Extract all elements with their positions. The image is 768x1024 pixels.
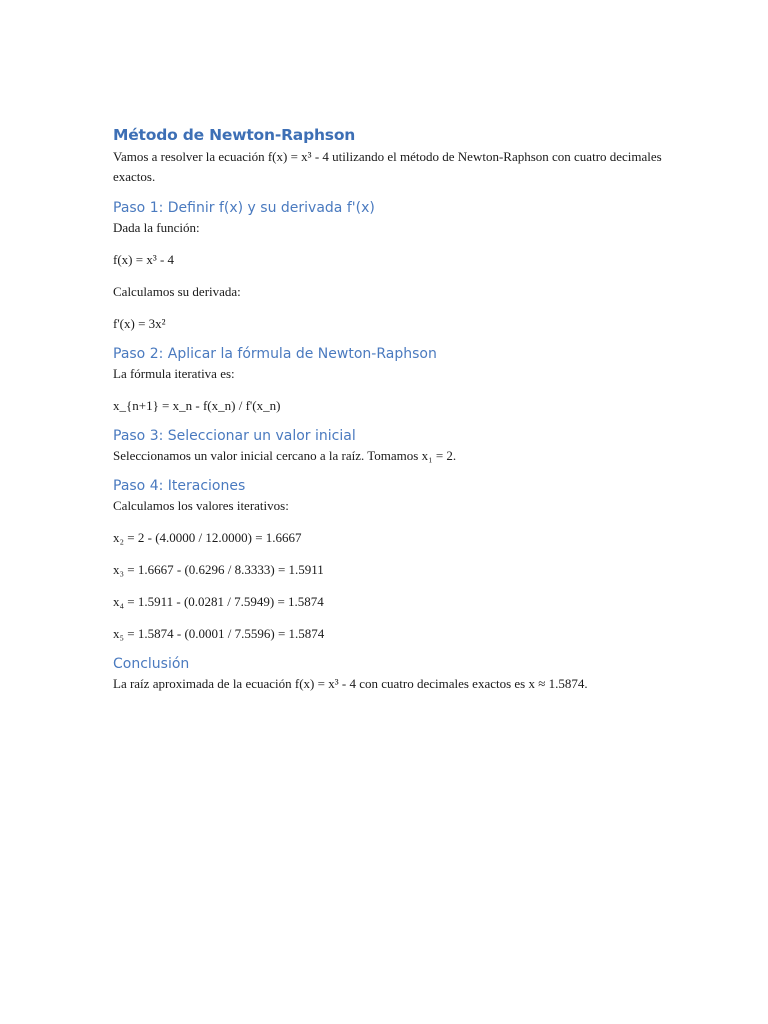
- iteration-line: x₂ = 2 - (4.0000 / 12.0000) = 1.6667: [113, 530, 302, 545]
- conclusion-heading: Conclusión: [113, 656, 190, 672]
- iteration-line: x₅ = 1.5874 - (0.0001 / 7.5596) = 1.5874: [113, 626, 325, 641]
- step3-text: Seleccionamos un valor inicial cercano a la raíz. Tomamos x₁ = 2.: [113, 448, 457, 463]
- step1-given: Dada la función:: [113, 220, 200, 235]
- document-page: [113, 124, 673, 694]
- step2-formula: x_{n+1} = x_n - f(x_n) / f'(x_n): [113, 398, 281, 413]
- step4-heading: Paso 4: Iteraciones: [113, 478, 246, 494]
- step1-function: f(x) = x³ - 4: [113, 252, 175, 267]
- step3-heading: Paso 3: Seleccionar un valor inicial: [113, 428, 356, 444]
- intro-paragraph: Vamos a resolver la ecuación f(x) = x³ - 4 utilizando el método de Newton-Raphson con cuatro decimales exactos.: [113, 149, 662, 184]
- step2-intro: La fórmula iterativa es:: [113, 366, 235, 381]
- step4-intro: Calculamos los valores iterativos:: [113, 498, 289, 513]
- step1-heading: Paso 1: Definir f(x) y su derivada f'(x): [113, 200, 375, 216]
- conclusion-text: La raíz aproximada de la ecuación f(x) = x³ - 4 con cuatro decimales exactos es x ≈ 1.5874.: [113, 676, 588, 691]
- iteration-line: x₃ = 1.6667 - (0.6296 / 8.3333) = 1.5911: [113, 562, 324, 577]
- document-title: Método de Newton-Raphson: [113, 126, 356, 144]
- step1-derivative-intro: Calculamos su derivada:: [113, 284, 241, 299]
- step1-derivative: f'(x) = 3x²: [113, 316, 166, 331]
- iteration-line: x₄ = 1.5911 - (0.0281 / 7.5949) = 1.5874: [113, 594, 324, 609]
- step2-heading: Paso 2: Aplicar la fórmula de Newton-Raphson: [113, 346, 437, 362]
